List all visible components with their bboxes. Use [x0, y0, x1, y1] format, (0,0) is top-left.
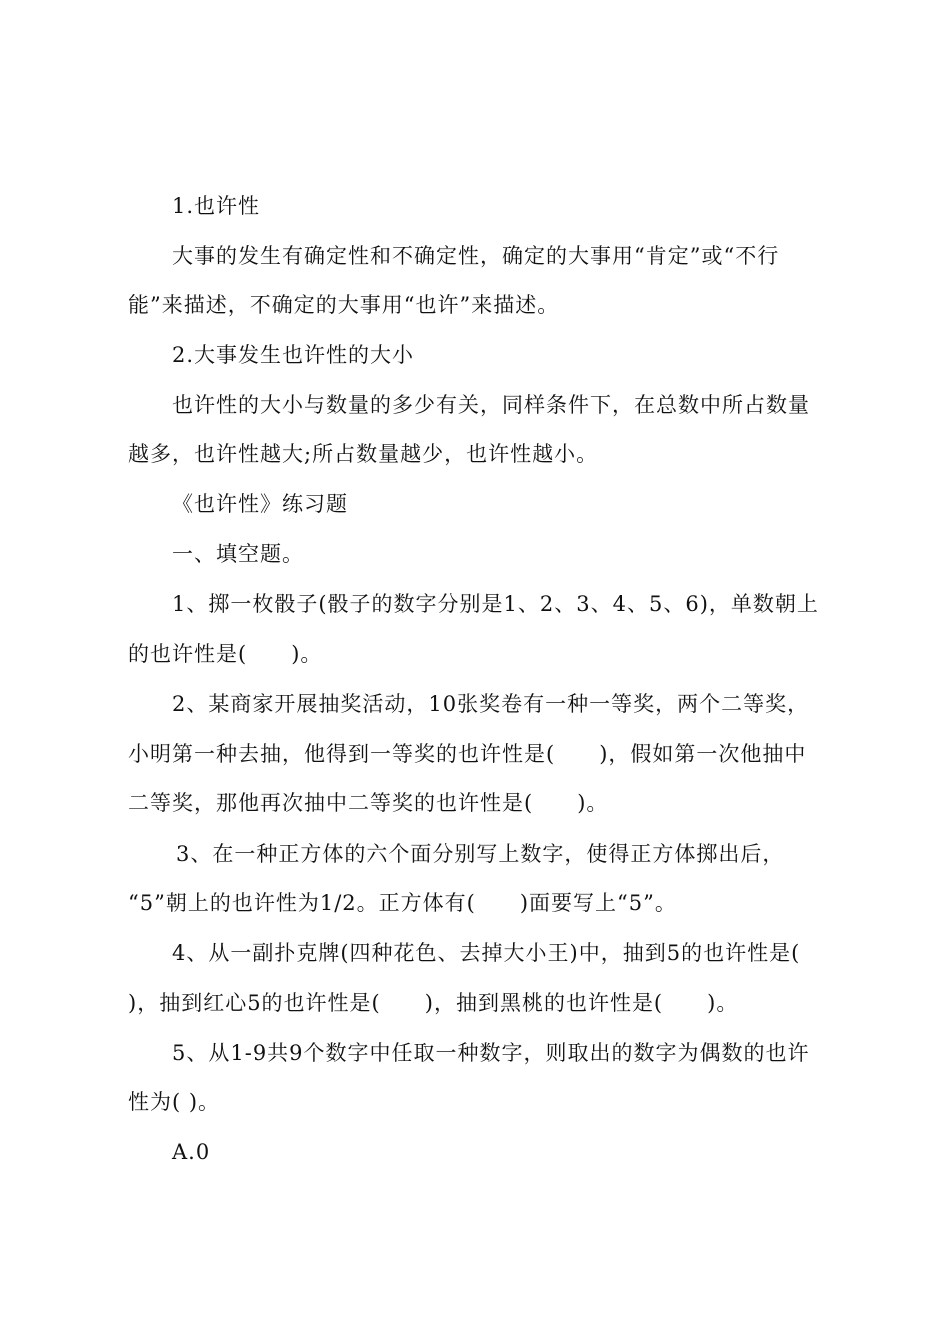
- question-1-line: 1、掷一枚骰子(骰子的数字分别是1、2、3、4、5、6)，单数朝上: [172, 592, 819, 616]
- paragraph-line: 能”来描述，不确定的大事用“也许”来描述。: [128, 293, 560, 317]
- question-5-line: 性为( )。: [128, 1090, 221, 1114]
- question-2-line: 小明第一种去抽，他得到一等奖的也许性是( )，假如第一次他抽中: [128, 742, 807, 766]
- exercise-title: 《也许性》练习题: [172, 492, 348, 516]
- section-heading-probability: 1.也许性: [172, 194, 261, 218]
- question-5-line: 5、从1-9共9个数字中任取一种数字，则取出的数字为偶数的也许: [172, 1041, 810, 1065]
- question-1-line: 的也许性是( )。: [128, 642, 323, 666]
- question-2-line: 2、某商家开展抽奖活动，10张奖卷有一种一等奖，两个二等奖，: [172, 692, 810, 716]
- paragraph-line: 大事的发生有确定性和不确定性，确定的大事用“肯定”或“不行: [172, 244, 780, 268]
- question-3-line: “5”朝上的也许性为1/2。正方体有( )面要写上“5”。: [128, 891, 677, 915]
- question-3-line: 3、在一种正方体的六个面分别写上数字，使得正方体掷出后，: [176, 842, 785, 866]
- question-2-line: 二等奖，那他再次抽中二等奖的也许性是( )。: [128, 791, 609, 815]
- section-heading-fill-blank: 一、填空题。: [172, 542, 304, 566]
- question-4-line: )，抽到红心5的也许性是( )，抽到黑桃的也许性是( )。: [128, 991, 739, 1015]
- paragraph-line: 也许性的大小与数量的多少有关，同样条件下，在总数中所占数量: [172, 393, 810, 417]
- option-a: A.0: [172, 1140, 211, 1164]
- question-4-line: 4、从一副扑克牌(四种花色、去掉大小王)中，抽到5的也许性是(: [172, 941, 801, 965]
- section-heading-size: 2.大事发生也许性的大小: [172, 343, 415, 367]
- paragraph-line: 越多，也许性越大;所占数量越少，也许性越小。: [128, 442, 599, 466]
